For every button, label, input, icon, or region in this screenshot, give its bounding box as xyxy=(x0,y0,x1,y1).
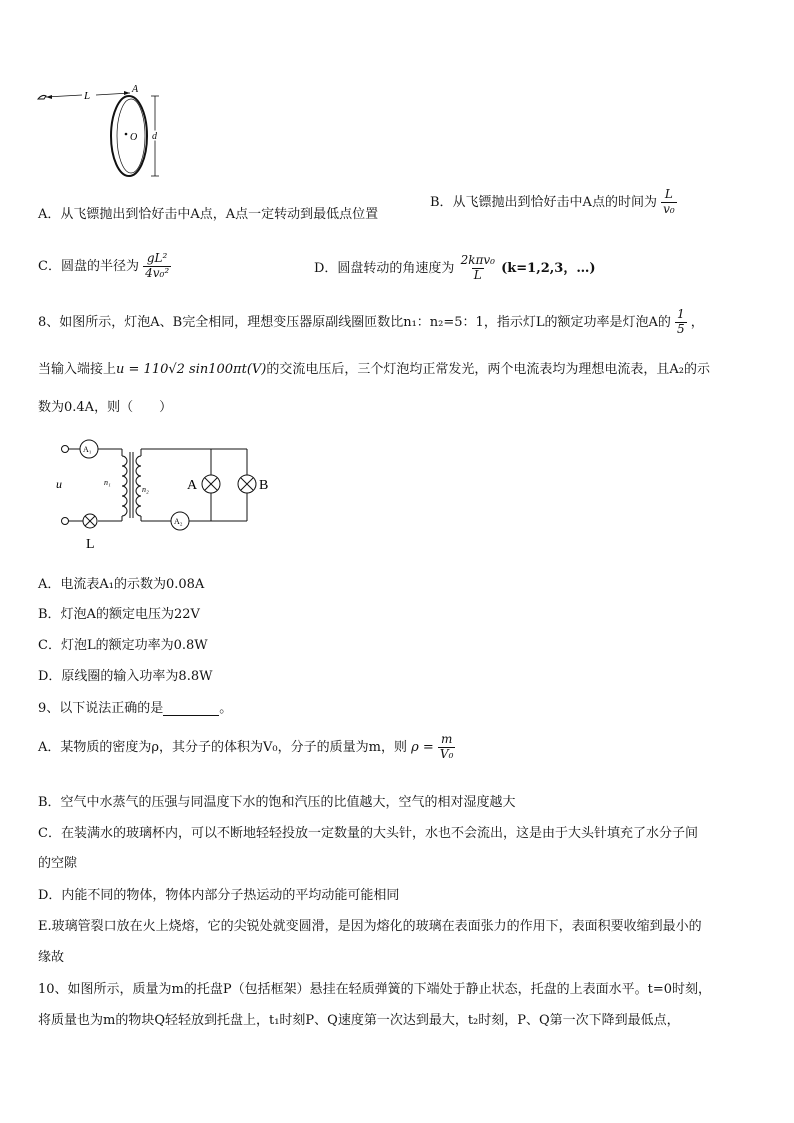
dart-disc-figure xyxy=(34,80,174,180)
q9-stem: 9、以下说法正确的是 。 xyxy=(38,701,233,716)
q10-stem-line1: 10、如图所示，质量为m的托盘P（包括框架）悬挂在轻质弹簧的下端处于静止状态，托盘的上表面水平。t=0时刻， xyxy=(38,982,712,997)
q8-stem-line3: 数为0.4A，则（ ） xyxy=(38,400,173,415)
label-A: A xyxy=(132,84,139,95)
q8-option-a: A．电流表A₁的示数为0.08A xyxy=(38,577,205,592)
q8-option-b: B．灯泡A的额定电压为22V xyxy=(38,607,200,622)
q8-option-c: C．灯泡L的额定功率为0.8W xyxy=(38,638,208,653)
label-L: L xyxy=(84,90,91,102)
q9-option-d: D．内能不同的物体，物体内部分子热运动的平均动能可能相同 xyxy=(38,888,400,903)
dart-icon xyxy=(38,95,46,99)
disc-outline xyxy=(111,96,147,176)
q7-option-d-fraction: $\frac{\text{2kπv₀}}{L}$ xyxy=(460,253,495,282)
label-d: d xyxy=(152,131,157,142)
q9-density-fraction: $\frac{m}{\text{V₀}}$ xyxy=(439,732,454,761)
q7-option-c: C．圆盘的半径为 $\frac{\text{gL²}}{\text{4v₀²}}$ xyxy=(38,251,170,280)
label-u: u xyxy=(56,477,62,491)
label-n1: n₁ xyxy=(104,478,111,487)
q8-stem-line2: 当输入端接上u = 110√2 sin100πt(V)的交流电压后，三个灯泡均正常发光，两个电流表均为理想电流表，且A₂的示 xyxy=(38,362,710,377)
input-terminal-bottom xyxy=(62,518,69,525)
primary-coil xyxy=(122,456,127,516)
input-terminal-top xyxy=(62,446,69,453)
q7-option-b: B．从飞镖抛出到恰好击中A点的时间为 $\frac{L}{\text{v₀}}$ xyxy=(430,187,675,216)
q8-option-d: D．原线圈的输入功率为8.8W xyxy=(38,669,213,684)
q9-option-e-line2: 缘故 xyxy=(38,950,65,965)
label-lamp-L: L xyxy=(86,537,95,552)
q7-option-d: D．圆盘转动的角速度为 $\frac{\text{2kπv₀}}{L}$ (k=1,2,3，…) xyxy=(314,253,596,282)
q9-option-c-line1: C．在装满水的玻璃杯内，可以不断地轻轻投放一定数量的大头针，水也不会流出，这是由于大头针填充了水分子间 xyxy=(38,826,698,841)
label-A2: A₂ xyxy=(174,517,183,526)
q9-option-c-line2: 的空隙 xyxy=(38,856,78,871)
q7-option-c-fraction: $\frac{\text{gL²}}{\text{4v₀²}}$ xyxy=(145,251,170,280)
q9-option-e-line1: E.玻璃管裂口放在火上烧熔，它的尖锐处就变圆滑，是因为熔化的玻璃在表面张力的作用下，表面积要收缩到最小的 xyxy=(38,919,702,934)
label-A1: A₁ xyxy=(83,445,92,454)
q8-ratio-fraction: $\frac{1}{5}$ xyxy=(676,307,685,336)
q7-option-a: A．从飞镖抛出到恰好击中A点，A点一定转动到最低点位置 xyxy=(38,207,379,222)
q8-stem-line1: 8、如图所示，灯泡A、B完全相同，理想变压器原副线圈匝数比n₁：n₂=5：1，指示灯L的额定功率是灯泡A的 $\frac{1}{5}$ ， xyxy=(38,307,704,336)
q10-stem-line2: 将质量也为m的物块Q轻轻放到托盘上，t₁时刻P、Q速度第一次达到最大，t₂时刻，P、Q第一次下降到最低点， xyxy=(38,1013,680,1028)
q7-option-b-fraction: $\frac{L}{\text{v₀}}$ xyxy=(663,187,675,216)
label-O: O xyxy=(130,132,138,143)
secondary-coil xyxy=(136,456,141,516)
transformer-circuit-figure xyxy=(50,432,290,557)
q8-voltage-formula: u = 110√2 sin100πt(V) xyxy=(116,362,267,377)
disc-center-dot xyxy=(125,133,128,136)
q9-option-b: B．空气中水蒸气的压强与同温度下水的饱和汽压的比值越大，空气的相对湿度越大 xyxy=(38,795,516,810)
label-n2: n₂ xyxy=(142,485,149,494)
label-lamp-A: A xyxy=(187,478,198,493)
q9-answer-blank[interactable] xyxy=(163,703,219,716)
label-lamp-B: B xyxy=(259,478,269,493)
q9-option-a: A．某物质的密度为ρ，其分子的体积为V₀，分子的质量为m，则 ρ = $\frac{m}{\text{V₀}}$ xyxy=(38,732,454,761)
